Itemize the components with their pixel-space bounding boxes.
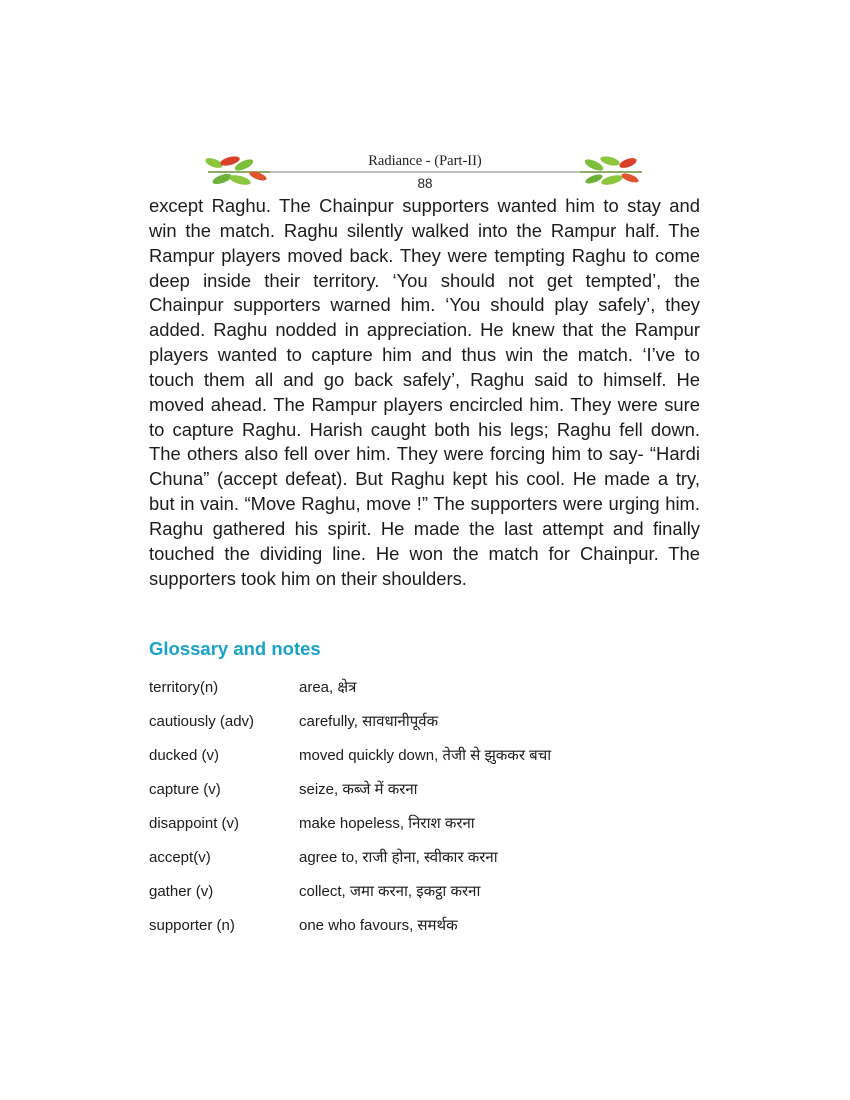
glossary-item — [149, 678, 709, 712]
glossary-definition: collect, जमा करना, इकट्ठा करना — [299, 883, 481, 900]
glossary-term: accept(v) — [149, 849, 211, 866]
book-title: Radiance - (Part-II) — [368, 153, 482, 169]
glossary-item — [149, 746, 709, 780]
glossary-list — [149, 678, 709, 950]
glossary-term: ducked (v) — [149, 747, 220, 764]
glossary-item — [149, 848, 709, 882]
glossary-definition: seize, कब्जे में करना — [299, 781, 418, 798]
running-header — [200, 150, 650, 194]
glossary-definition: one who favours, समर्थक — [299, 917, 458, 934]
page-number: 88 — [417, 176, 433, 191]
glossary-term: disappoint (v) — [149, 815, 240, 832]
glossary-term: cautiously (adv) — [149, 713, 255, 730]
glossary-definition: area, क्षेत्र — [299, 679, 357, 696]
glossary-item — [149, 814, 709, 848]
glossary-item — [149, 712, 709, 746]
glossary-heading: Glossary and notes — [149, 638, 321, 659]
glossary-item — [149, 780, 709, 814]
glossary-item — [149, 882, 709, 916]
glossary-term: supporter (n) — [149, 917, 235, 934]
glossary-definition: agree to, राजी होना, स्वीकार करना — [299, 849, 498, 866]
glossary-definition: make hopeless, निराश करना — [299, 815, 475, 832]
story-passage: except Raghu. The Chainpur supporters wanted him to stay and win the match. Raghu silently walked into the Rampur half. The Rampur players moved back. They were tempting Raghu to come deep inside their territory. ‘You should not get tempted’, the Chainpur supporters warned him. ‘You should play safely’, they added. Raghu nodded in appreciation. He knew that the Rampur players wanted to capture him and thus win the match. ‘I’ve to touch them all and go back safely’, Raghu said to himself. He moved ahead. The Rampur players encircled him. They were sure to capture Raghu. Harish caught both his legs; Raghu fell down. The others also fell over him. They were forcing him to say- “Hardi Chuna” (accept defeat). But Raghu kept his cool. He made a try, but in vain. “Move Raghu, move !” The supporters were urging him. Raghu gathered his spirit. He made the last attempt and finally touched the dividing line. He won the match for Chainpur. The supporters took him on their shoulders. — [149, 195, 700, 589]
glossary-definition: carefully, सावधानीपूर्वक — [299, 713, 439, 730]
glossary-term: gather (v) — [149, 883, 214, 900]
glossary-term: capture (v) — [149, 781, 221, 798]
glossary-term: territory(n) — [149, 679, 219, 696]
glossary-item — [149, 916, 709, 950]
glossary-definition: moved quickly down, तेजी से झुककर बचा — [299, 747, 552, 764]
